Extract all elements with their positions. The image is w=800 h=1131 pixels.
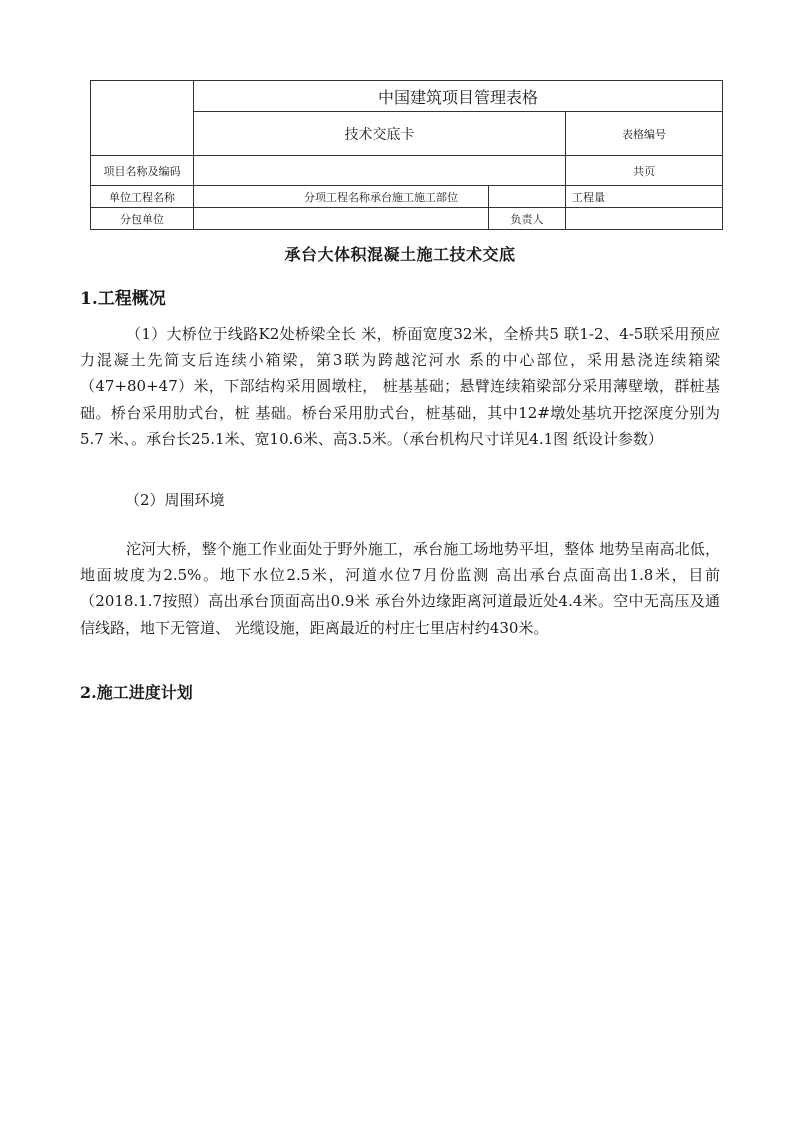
logo-cell: [91, 81, 194, 156]
project-label: 项目名称及编码: [91, 156, 194, 186]
form-number-label: 表格编号: [566, 112, 723, 156]
pages-label: 共页: [566, 156, 723, 186]
card-name: 技术交底卡: [194, 112, 566, 156]
section-1-paragraph-1: （1）大桥位于线路K2处桥梁全长 米，桥面宽度32米，全桥共5 联1-2、4-5联采用预应力混凝土先简支后连续小箱梁，第3联为跨越沱河水 系的中心部位，采用悬浇连续箱梁（47+80+47）米，下部结构采用圆墩柱， 桩基基础；悬臂连续箱梁部分采用薄壁墩，群桩基础。桥台采用肋式台，桩 基础。桥台采用肋式台，桩基础，其中12#墩处基坑开挖深度分别为5.7 米、。承台长25.1米、宽10.6米、高3.5米。（承台机构尺寸详见4.1图 纸设计参数）: [80, 325, 720, 448]
subcontractor-value: [194, 208, 489, 230]
section-1-sub-2-heading: （2）周围环境: [125, 491, 225, 509]
header-form-table: [90, 80, 723, 230]
subcontractor-label: 分包单位: [91, 208, 194, 230]
form-title: 中国建筑项目管理表格: [194, 81, 723, 112]
sub-project-location-value: [489, 186, 566, 208]
responsible-label: 负责人: [489, 208, 566, 230]
responsible-value: [566, 208, 723, 230]
section-1-heading: 1.工程概况: [80, 289, 166, 309]
unit-project-label: 单位工程名称: [91, 186, 194, 208]
section-2-heading: 2.施工进度计划: [80, 683, 193, 702]
quantity-label: 工程量: [566, 186, 723, 208]
sub-project-label: 分项工程名称承台施工施工部位: [194, 186, 489, 208]
section-1-paragraph-2: 沱河大桥，整个施工作业面处于野外施工，承台施工场地势平坦，整体 地势呈南高北低，地面坡度为2.5%。地下水位2.5米，河道水位7月份监测 高出承台点面高出1.8米，目前（2018.1.7按照）高出承台顶面高出0.9米 承台外边缘距离河道最近处4.4米。空中无高压及通信线路，地下无管道、 光缆设施，距离最近的村庄七里店村约430米。: [80, 540, 720, 637]
project-value: [194, 156, 566, 186]
document-title: 承台大体积混凝土施工技术交底: [284, 245, 516, 264]
